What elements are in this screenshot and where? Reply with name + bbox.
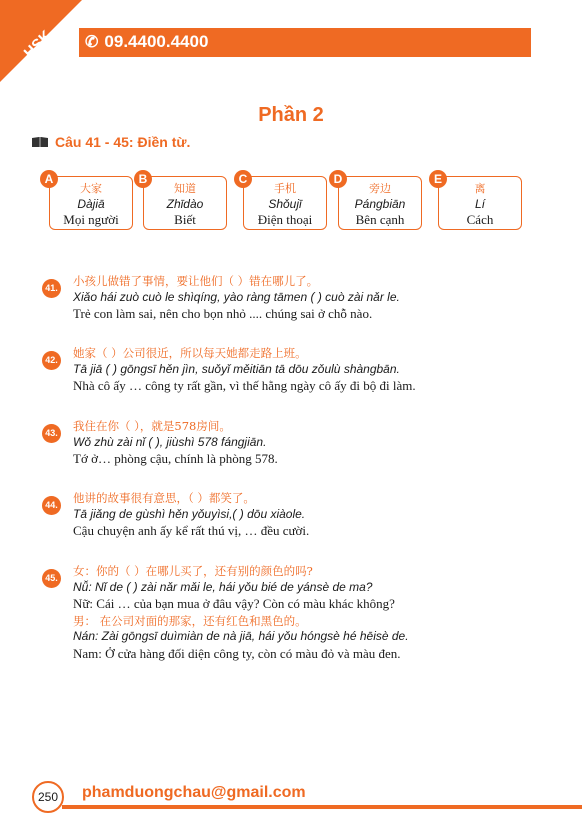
corner-label: HSK: [20, 27, 56, 62]
word-pinyin: Zhīdào: [166, 197, 204, 211]
question-line-zh: 男： 在公司对面的那家，还有红色和黑色的。: [73, 613, 307, 628]
footer-line: [62, 805, 582, 809]
word-meaning: Cách: [466, 212, 494, 227]
question-line-py: Xiǎo hái zuò cuò le shìqíng, yào ràng tāmen ( ) cuò zài nǎr le.: [73, 289, 400, 304]
footer-email: phamduongchau@gmail.com: [82, 784, 306, 801]
question-number: 44.: [42, 496, 61, 515]
question-line-py: Tā jiǎng de gùshì hěn yǒuyìsi,( ) dōu xiàole.: [73, 506, 306, 521]
header-phone: [85, 32, 208, 52]
section-title: Phần 2: [258, 104, 324, 126]
question-line-vn: Tớ ở… phòng cậu, chính là phòng 578.: [73, 451, 278, 466]
question-line-py: Wǒ zhù zài nǐ ( ), jiùshì 578 fángjiān.: [73, 434, 267, 449]
question-line-vn: Nam: Ở cửa hàng đối diện công ty, còn có màu đỏ và màu đen.: [73, 645, 401, 661]
word-box: [143, 176, 227, 230]
word-letter-badge: B: [134, 170, 152, 188]
question-line-vn: Nhà cô ấy … công ty rất gần, vì thế hằng ngày cô ấy đi bộ đi làm.: [73, 378, 416, 393]
word-hanzi: 旁边: [369, 182, 391, 195]
instruction-text: Câu 41 - 45: Điền từ.: [55, 134, 191, 150]
question-line-vn: Trẻ con làm sai, nên cho bọn nhỏ .... chúng sai ở chỗ nào.: [73, 306, 373, 321]
word-pinyin: Pángbiān: [354, 197, 406, 211]
question-line-vn: Cậu chuyện anh ấy kể rất thú vị, … đều cười.: [73, 523, 310, 538]
word-meaning: Bên cạnh: [355, 212, 405, 227]
phone-icon: ✆: [85, 34, 99, 51]
word-letter-badge: C: [234, 170, 252, 188]
question-line-py: Tā jiā ( ) gōngsī hěn jìn, suǒyǐ měitiān tā dōu zǒulù shàngbān.: [73, 361, 400, 376]
word-hanzi: 手机: [274, 182, 296, 195]
word-hanzi: 离: [474, 182, 486, 195]
word-box: [438, 176, 522, 230]
question-line-py: Nǚ: Nǐ de ( ) zài nǎr mǎi le, hái yǒu bié de yánsè de ma?: [73, 579, 373, 594]
question-number: 42.: [42, 351, 61, 370]
word-letter-badge: E: [429, 170, 447, 188]
question-line-vn: Nữ: Cái … của bạn mua ở đâu vậy? Còn có màu khác không?: [73, 596, 395, 611]
word-pinyin: Lí: [474, 197, 485, 211]
page-number: 250: [32, 781, 64, 813]
word-pinyin: Shǒujī: [268, 197, 302, 211]
word-meaning: Mọi người: [63, 212, 119, 227]
book-icon: [31, 136, 49, 148]
word-box: [243, 176, 327, 230]
instruction: [31, 134, 190, 150]
word-letter-badge: A: [40, 170, 58, 188]
question-line-zh: 她家（ ）公司很近，所以每天她都走路上班。: [73, 346, 307, 360]
word-letter-badge: D: [329, 170, 347, 188]
question-number: 43.: [42, 424, 61, 443]
word-box: [338, 176, 422, 230]
word-meaning: Điện thoại: [257, 212, 313, 227]
word-meaning: Biết: [174, 212, 196, 227]
question-line-zh: 女：你的（ ）在哪儿买了，还有别的颜色的吗?: [73, 564, 313, 578]
word-hanzi: 知道: [174, 182, 196, 195]
question-line-zh: 小孩儿做错了事情，要让他们（ ）错在哪儿了。: [73, 274, 319, 288]
phone-number: 09.4400.4400: [104, 32, 209, 51]
question-number: 45.: [42, 569, 61, 588]
question-line-zh: 我住在你（ ），就是578房间。: [73, 419, 231, 433]
question-line-zh: 他讲的故事很有意思，（ ）都笑了。: [73, 491, 255, 505]
question-number: 41.: [42, 279, 61, 298]
word-box: [49, 176, 133, 230]
word-hanzi: 大家: [80, 182, 102, 195]
word-pinyin: Dàjiā: [77, 197, 105, 211]
question-line-py: Nán: Zài gōngsī duìmiàn de nà jiā, hái yǒu hóngsè hé hēisè de.: [73, 629, 409, 643]
